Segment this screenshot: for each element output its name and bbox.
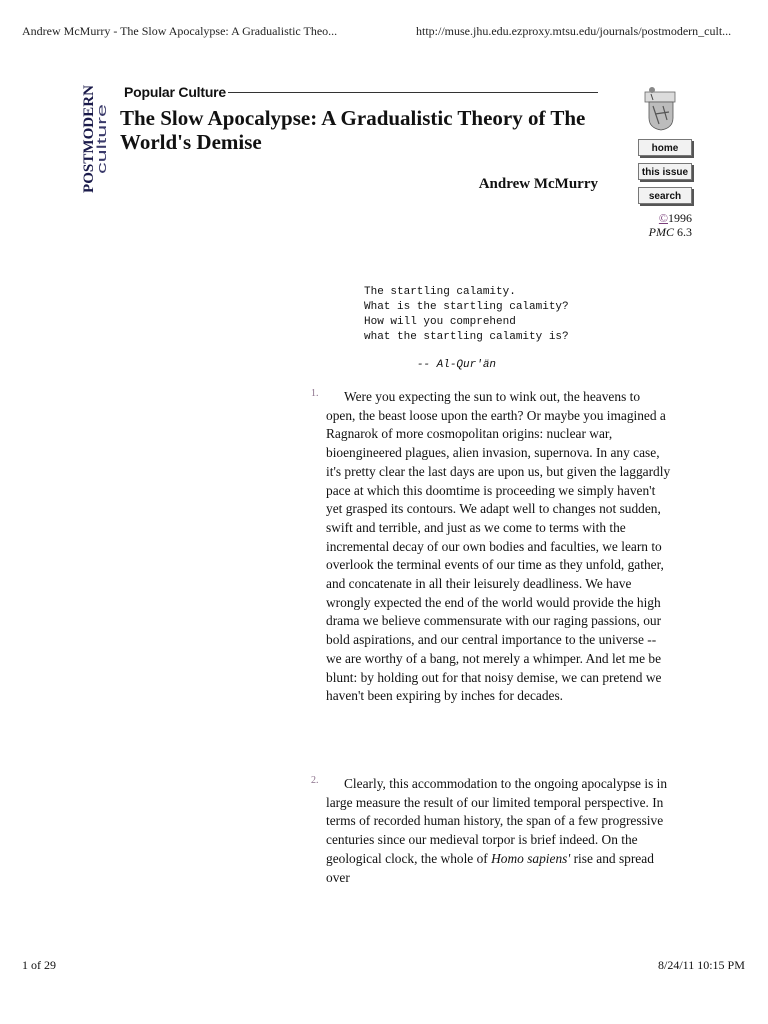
this-issue-button[interactable]: this issue [638,163,692,180]
postmodern-culture-logo-graphic [79,84,109,194]
paragraph-1-text: Were you expecting the sun to wink out, the heavens to open, the beast loose upon the earth? Or maybe you imagined a Ragnarok of more cosmopolitan origins: nuclear war, bioengineered plagues, alien invasion, supernova. In any case, it's pretty clear the last days are upon us, but given the laggardly pace at which this doomtime is proceeding we simply haven't yet grasped its contours. We adapt well to changes not sudden, swift and terrible, and just as we come to terms with the incremental decay of our own bodies and faculties, we learn to overlook the terminal events of our time as they unfold, gather, and concatenate in all their leisurely deadliness. We have wrongly expected the end of the world would provide the high drama we believe commensurate with our raging passions, our bold aspirations, and our central importance to the universe -- we are worthy of a bang, not merely a whimper. And let me be blunt: by holding out for that noisy demise, we can pretend we haven't been expiring by inches for decades. [326,389,671,704]
paragraph-number[interactable]: 2. [311,775,319,786]
logo-line2: culture [94,134,109,174]
project-muse-logo-icon[interactable] [643,86,679,132]
copyright-notice [600,211,692,239]
journal-abbrev: PMC [648,225,674,239]
copyright-line [600,211,692,225]
section-divider [228,92,598,93]
epigraph-line: What is the startling calamity? [364,301,569,313]
paragraph-2-text-a: Clearly, this accommodation to the ongoing apocalypse is in large measure the result of our limited temporal perspective. In terms of recorded human history, the span of a few progressive centuries since our medieval torpor is brief indeed. On the geological clock, the whole of [326,776,668,866]
copyright-link[interactable]: © [658,211,668,225]
paragraph-2-italic: Homo sapiens' [491,850,571,866]
article-title: The Slow Apocalypse: A Gradualistic Theory of The World's Demise [120,106,586,154]
epigraph-line: what the startling calamity is? [364,331,569,343]
epigraph-attribution: -- Al-Qur'än [416,359,497,371]
browser-url: http://muse.jhu.edu.ezproxy.mtsu.edu/journals/postmodern_cult... [416,24,732,38]
epigraph-line: How will you comprehend [364,316,516,328]
journal-volume-line [600,225,692,239]
epigraph-line: The startling calamity. [364,286,516,298]
paragraph-number[interactable]: 1. [311,388,319,399]
page-count: 1 of 29 [22,958,56,972]
article-author: Andrew McMurry [478,176,598,192]
section-label: Popular Culture [124,84,227,100]
paragraph-1 [326,388,671,706]
postmodern-culture-logo[interactable] [79,84,109,194]
browser-page-title: Andrew McMurry - The Slow Apocalypse: A Gradualistic Theo... [22,24,338,38]
print-timestamp: 8/24/11 10:15 PM [658,958,745,972]
home-button[interactable]: home [638,139,692,156]
logo-line1: POSTMODERN [81,85,97,193]
journal-volume: 6.3 [677,225,692,239]
epigraph [364,285,569,373]
paragraph-2 [326,775,671,887]
muse-emblem-icon [643,86,679,132]
copyright-year: 1996 [668,211,692,225]
paragraph-2-text-b: rise and spread over [326,850,654,885]
search-button[interactable]: search [638,187,692,204]
